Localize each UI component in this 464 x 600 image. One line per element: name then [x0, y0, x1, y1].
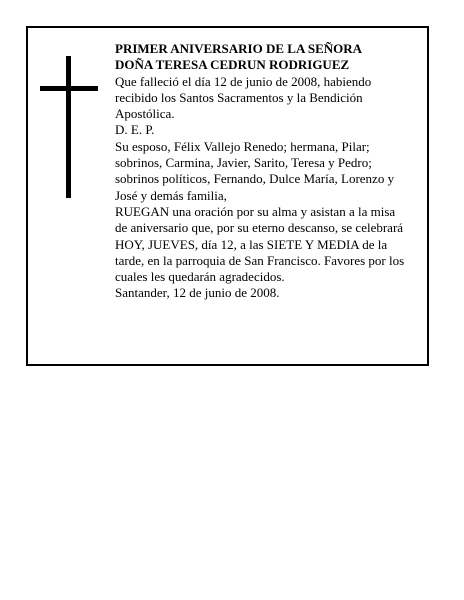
notice-heading-line: PRIMER ANIVERSARIO DE LA SEÑORA — [115, 41, 363, 56]
notice-body-line: sobrinos políticos, Fernando, Dulce María, Lorenzo y — [115, 171, 395, 187]
notice-body-line: Que falleció el día 12 de junio de 2008, habiendo — [115, 73, 372, 89]
notice-body-line: RUEGAN una oración por su alma y asistan a la misa — [115, 203, 396, 219]
notice-body-line: sobrinos, Carmina, Javier, Sarito, Teresa y Pedro; — [115, 155, 372, 171]
notice-body-line: cuales les quedarán agradecidos. — [115, 269, 285, 285]
obituary-notice-frame — [26, 26, 429, 366]
cross-horizontal-bar — [40, 86, 98, 91]
notice-rip-line: D. E. P. — [115, 122, 155, 138]
notice-body-line: tarde, en la parroquia de San Francisco. Favores por los — [115, 252, 405, 268]
notice-text — [115, 41, 425, 302]
notice-body-line: Apostólica. — [115, 106, 175, 122]
notice-body-line: Su esposo, Félix Vallejo Renedo; hermana, Pilar; — [115, 138, 370, 154]
notice-heading-line: DOÑA TERESA CEDRUN RODRIGUEZ — [115, 57, 350, 73]
notice-body-line: José y demás familia, — [115, 187, 227, 203]
notice-date-line: Santander, 12 de junio de 2008. — [115, 285, 280, 301]
notice-body-line: HOY, JUEVES, día 12, a las SIETE Y MEDIA de la — [115, 236, 388, 252]
notice-body-line: recibido los Santos Sacramentos y la Bendición — [115, 89, 363, 105]
cross-vertical-bar — [66, 56, 71, 198]
cross-icon — [40, 56, 98, 198]
notice-body-line: de aniversario que, por su eterno descanso, se celebrará — [115, 220, 404, 236]
